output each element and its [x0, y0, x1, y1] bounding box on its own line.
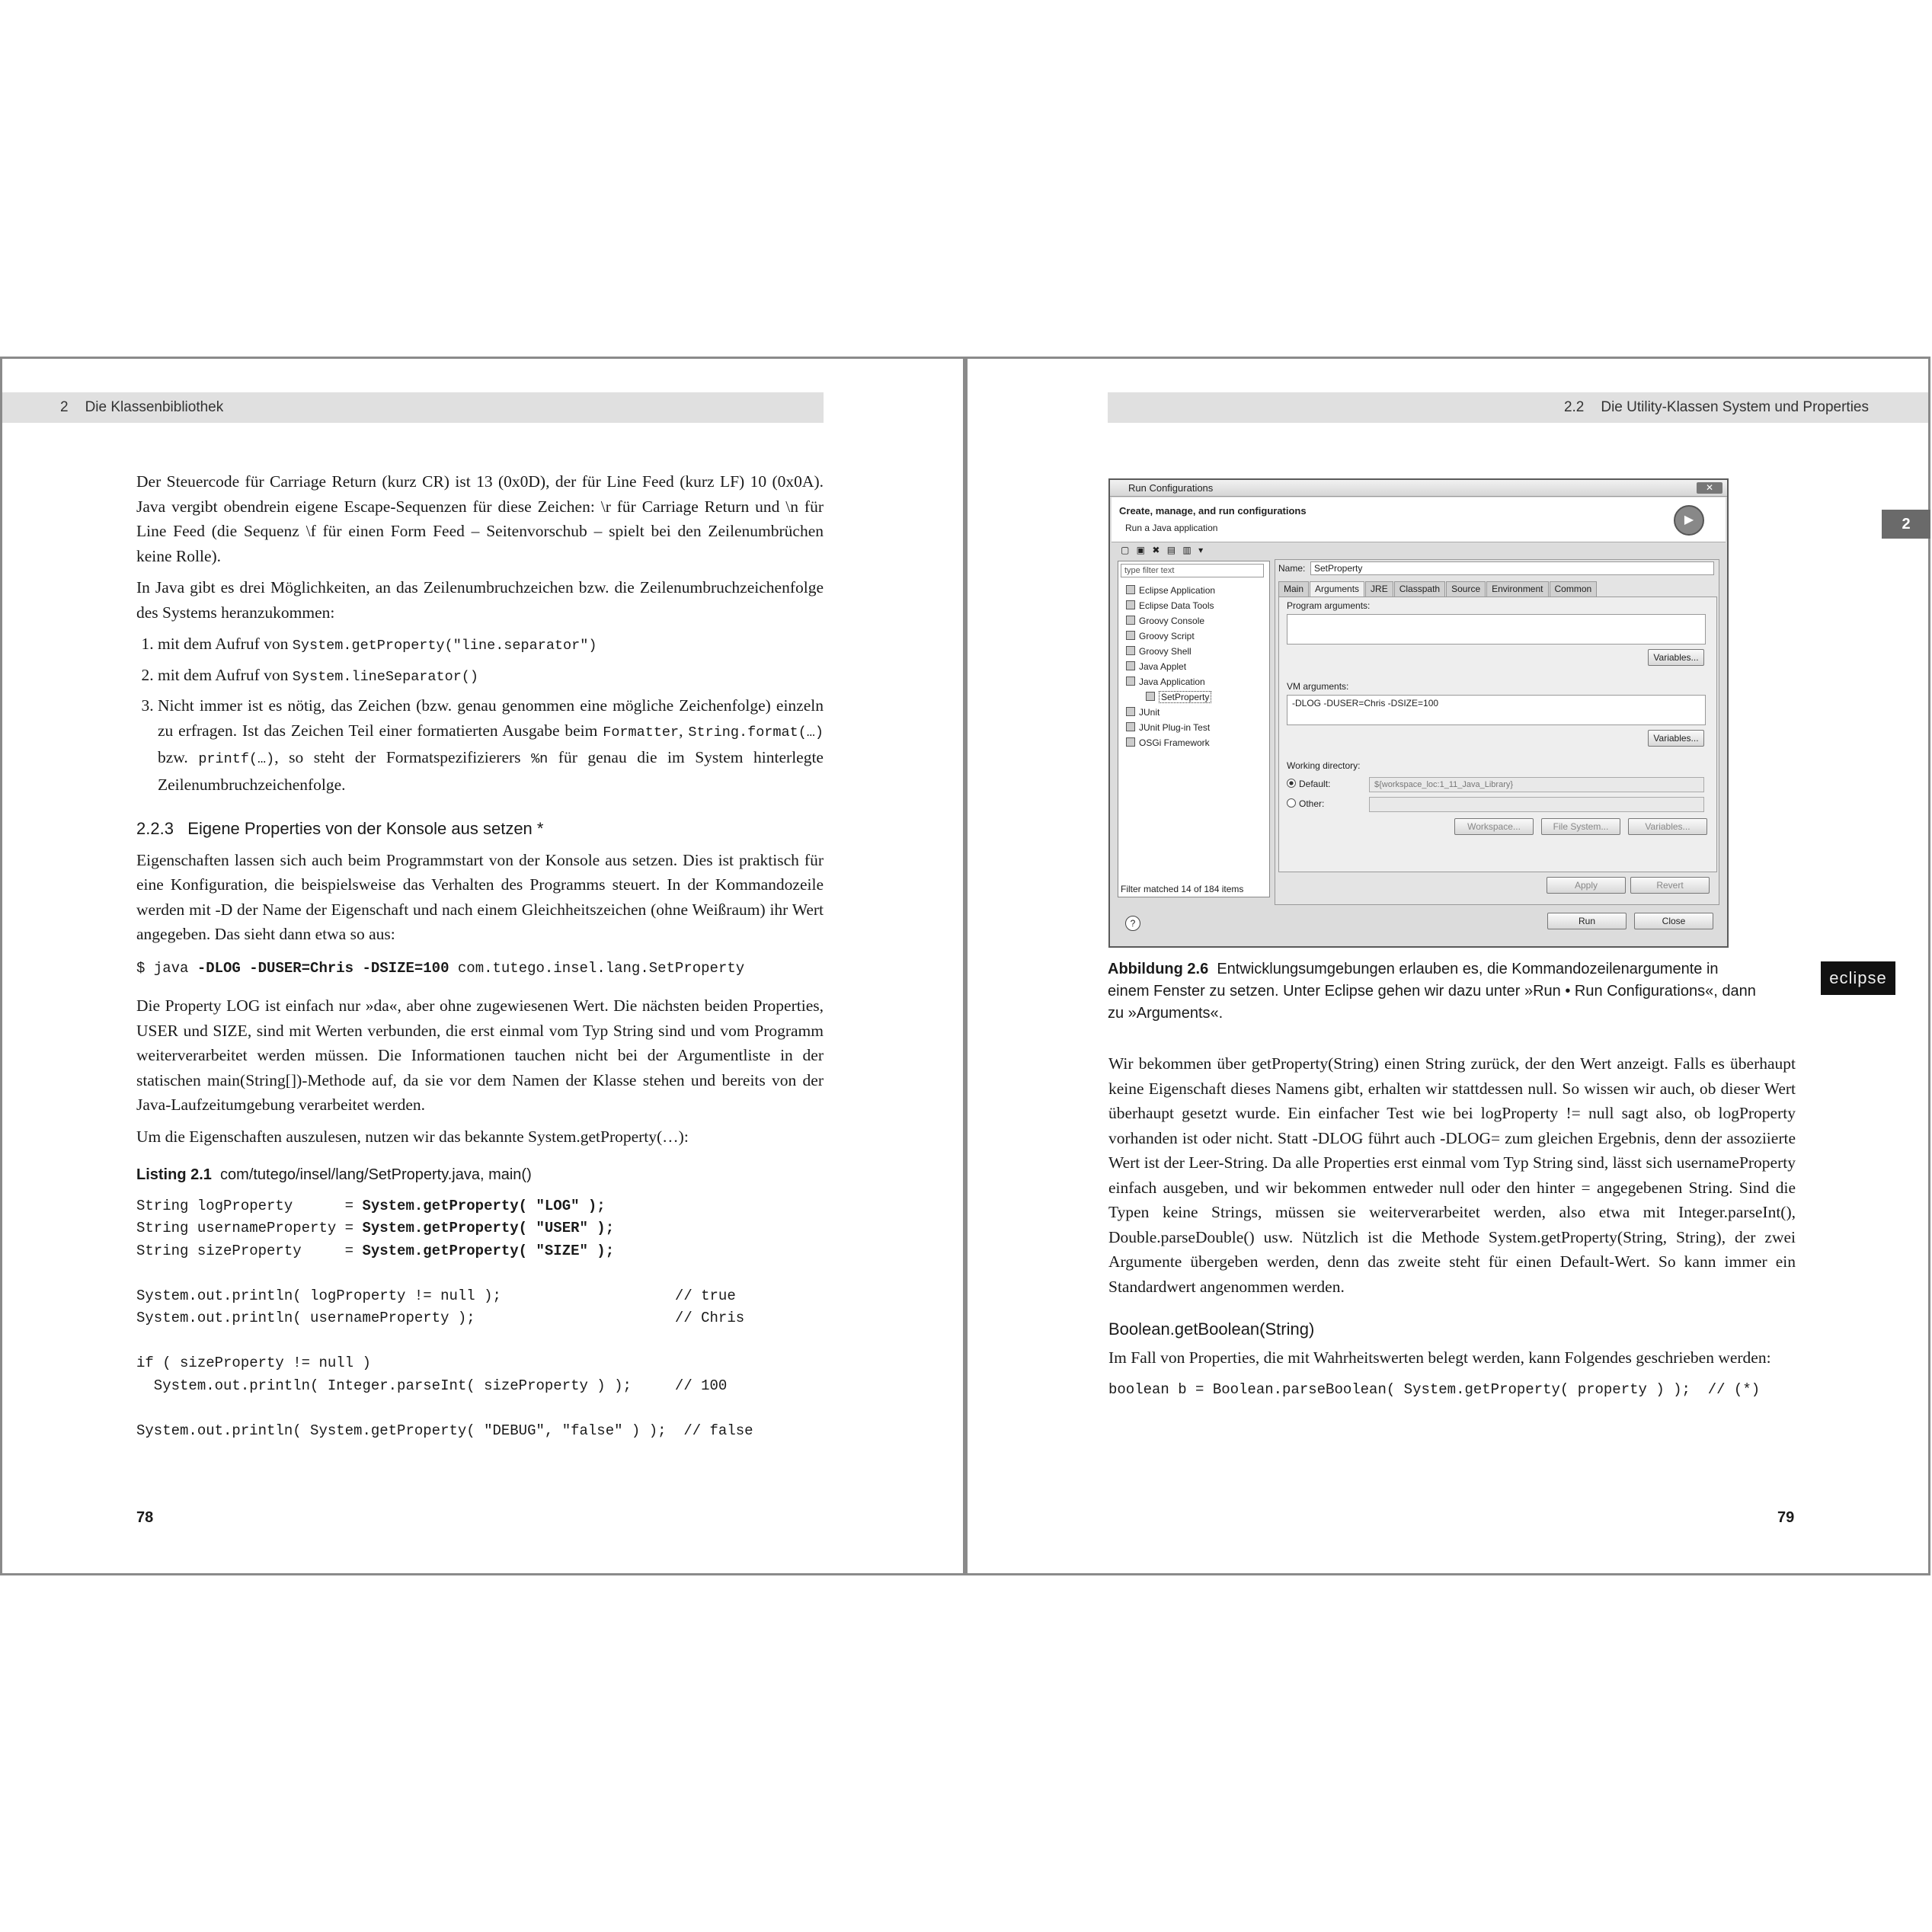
tree-toolbar[interactable]: ▢ ▣ ✖ ▤ ▥ ▾ [1121, 545, 1206, 555]
code-line [136, 1330, 824, 1353]
tree-item[interactable]: Java Applet [1126, 659, 1215, 674]
banner-title: Create, manage, and run configurations [1119, 505, 1307, 517]
eclipse-logo-badge: eclipse [1821, 961, 1895, 995]
radio-icon [1287, 798, 1296, 808]
run-button[interactable]: Run [1547, 913, 1627, 929]
code-line: System.out.println( Integer.parseInt( sizeProperty ) ); // 100 [136, 1377, 728, 1394]
close-button[interactable]: Close [1634, 913, 1713, 929]
code-line: if ( sizeProperty != null ) [136, 1355, 371, 1371]
tab-jre[interactable]: JRE [1365, 581, 1393, 597]
tree-item[interactable]: Eclipse Data Tools [1126, 598, 1215, 613]
dialog-titlebar [1110, 480, 1727, 497]
subheading: Boolean.getBoolean(String) [1108, 1319, 1315, 1339]
launch-type-icon [1126, 585, 1135, 594]
numbered-list [136, 632, 824, 797]
revert-button[interactable]: Revert [1630, 877, 1710, 894]
other-dir-field[interactable] [1369, 797, 1704, 812]
code-listing [136, 1195, 824, 1443]
paragraph: In Java gibt es drei Möglichkeiten, an das Zeilenumbruchzeichen bzw. die Zeilenumbruchzeichenfolge des Systems heranzukommen: [136, 578, 824, 622]
name-input[interactable]: SetProperty [1310, 561, 1714, 575]
list-item: 3. Nicht immer ist es nötig, das Zeichen (bzw. genau genommen eine mögliche Zeichenfolge) einzeln zu erfragen. Ist das Zeichen Teil einer formatierten Ausgabe beim Formatter, String.format(…) bzw. printf(…), so steht der Formatspezifizierers %n für genau die im System hinterlegte Zeilenumbruchzeichenfolge. [158, 693, 824, 797]
page-number: 78 [136, 1509, 154, 1526]
paragraph: Um die Eigenschaften auszulesen, nutzen wir das bekannte System.getProperty(…): [136, 1127, 689, 1146]
code-snippet: boolean b = Boolean.parseBoolean( System.getProperty( property ) ); // (*) [1108, 1381, 1761, 1398]
tab-main[interactable]: Main [1278, 581, 1309, 597]
tree-item-selected[interactable]: SetProperty [1126, 689, 1215, 705]
tree-item[interactable]: Eclipse Application [1126, 583, 1215, 598]
paragraph: Die Property LOG ist einfach nur »da«, aber ohne zugewiesenen Wert. Die nächsten beiden Properties, USER und SIZE, sind mit Werten verbunden, die erst einmal vom Typ String sind und vom Programm weiterverarbeitet werden müssen. Die Informationen tauchen nicht bei der Argumentliste in der statischen main(String[])-Methode auf, da sie vor dem Namen der Klasse stehen und bereits von der Java-Laufzeitumgebung verarbeitet werden. [136, 996, 824, 1114]
filter-status: Filter matched 14 of 184 items [1121, 884, 1244, 894]
tab-source[interactable]: Source [1446, 581, 1486, 597]
default-dir-field: ${workspace_loc:1_11_Java_Library} [1369, 777, 1704, 792]
vm-args-input[interactable]: -DLOG -DUSER=Chris -DSIZE=100 [1287, 695, 1706, 725]
launch-type-icon [1126, 631, 1135, 640]
tree-item[interactable]: OSGi Framework [1126, 735, 1215, 750]
workspace-button[interactable]: Workspace... [1454, 818, 1534, 835]
chapter-thumb-tab: 2 [1882, 510, 1930, 539]
section-title: Die Utility-Klassen System und Properties [1601, 399, 1869, 415]
figure-caption: Abbildung 2.6 Entwicklungsumgebungen erlauben es, die Kommandozeilenargumente in einem Fenster zu setzen. Unter Eclipse gehen wir dazu unter »Run • Run Configurations«, dann zu »Arguments«. [1108, 961, 1756, 1022]
run-icon: ▶ [1674, 505, 1704, 536]
paragraph: Im Fall von Properties, die mit Wahrheitswerten belegt werden, kann Folgendes geschrieben werden: [1108, 1348, 1771, 1367]
tree-item[interactable]: Groovy Script [1126, 629, 1215, 644]
tab-arguments[interactable]: Arguments [1310, 581, 1364, 597]
tree-item[interactable]: Groovy Console [1126, 613, 1215, 629]
variables-button[interactable]: Variables... [1648, 730, 1704, 747]
variables-button[interactable]: Variables... [1628, 818, 1707, 835]
chapter-title: Die Klassenbibliothek [85, 399, 224, 415]
tree-item[interactable]: JUnit Plug-in Test [1126, 720, 1215, 735]
tab-classpath[interactable]: Classpath [1394, 581, 1445, 597]
config-tabs [1278, 581, 1716, 597]
code-line [136, 1262, 824, 1285]
list-item: 1. mit dem Aufruf von System.getProperty("line.separator") [158, 632, 824, 659]
code-line: System.out.println( usernameProperty ); // Chris [136, 1310, 745, 1326]
paragraph: Der Steuercode für Carriage Return (kurz CR) ist 13 (0x0D), der für Line Feed (kurz LF) 10 (0x0A). Java vergibt obendrein eigene Escape-Sequenzen für diese Zeichen: \r für Carriage Return und \n für Line Feed (die Sequenz \f für einen Form Feed – Seitenvorschub – spielt bei den Zeilenumbrüchen keine Rolle). [136, 472, 824, 565]
config-tree [1126, 583, 1215, 750]
code-line: String logProperty = System.getProperty( "LOG" ); [136, 1197, 606, 1214]
section-heading: 2.2.3 Eigene Properties von der Konsole aus setzen * [136, 819, 544, 838]
tab-environment[interactable]: Environment [1486, 581, 1548, 597]
launch-type-icon [1126, 722, 1135, 731]
tree-item[interactable]: Java Application [1126, 674, 1215, 689]
config-tree-panel [1118, 545, 1270, 897]
left-body [136, 469, 824, 1442]
launch-type-icon [1126, 661, 1135, 670]
arguments-tab-body [1278, 597, 1717, 872]
default-radio[interactable]: Default: [1287, 779, 1330, 789]
running-header [2, 392, 824, 423]
radio-icon [1287, 779, 1296, 788]
variables-button[interactable]: Variables... [1648, 649, 1704, 666]
name-label: Name: [1278, 563, 1306, 574]
java-config-icon [1146, 692, 1155, 701]
launch-type-icon [1126, 707, 1135, 716]
program-args-label: Program arguments: [1287, 600, 1371, 611]
program-args-input[interactable] [1287, 614, 1706, 645]
banner-subtitle: Run a Java application [1125, 523, 1218, 533]
run-configurations-dialog [1108, 478, 1729, 948]
code-line: System.out.println( logProperty != null ); // true [136, 1287, 736, 1304]
running-header [1108, 392, 1928, 423]
listing-caption: Listing 2.1 com/tutego/insel/lang/SetProperty.java, main() [136, 1166, 532, 1183]
command-line: $ java -DLOG -DUSER=Chris -DSIZE=100 com.tutego.insel.lang.SetProperty [136, 959, 745, 977]
file-system-button[interactable]: File System... [1541, 818, 1620, 835]
launch-type-icon [1126, 677, 1135, 686]
launch-type-icon [1126, 600, 1135, 609]
close-icon[interactable]: ✕ [1697, 482, 1722, 494]
code-line [136, 1397, 824, 1420]
tree-item[interactable]: JUnit [1126, 705, 1215, 720]
vm-args-label: VM arguments: [1287, 681, 1349, 692]
page-number: 79 [1777, 1509, 1795, 1526]
dialog-title: Run Configurations [1128, 482, 1214, 494]
code-line: String usernameProperty = System.getProperty( "USER" ); [136, 1220, 615, 1236]
launch-type-icon [1126, 616, 1135, 625]
working-dir-label: Working directory: [1287, 760, 1361, 771]
launch-type-icon [1126, 646, 1135, 655]
section-number: 2.2 [1563, 399, 1585, 415]
code-line: System.out.println( System.getProperty( "DEBUG", "false" ) ); // false [136, 1422, 753, 1439]
help-icon[interactable]: ? [1125, 916, 1140, 931]
paragraph: Eigenschaften lassen sich auch beim Programmstart von der Konsole aus setzen. Dies ist praktisch für eine Konfiguration, die beispielsweise das Verhalten des Programms steuert. In der Kommandozeile werden mit -D der Name der Eigenschaft und nach einem Gleichheitszeichen (ohne Weißraum) ihr Wert angegeben. Das sieht dann etwa so aus: [136, 850, 824, 943]
paragraph: Wir bekommen über getProperty(String) einen String zurück, der den Wert anzeigt. Falls es überhaupt keine Eigenschaft dieses Namens gibt, erhalten wir stattdessen null. So wissen wir auch, ob dieser Wert überhaupt gesetzt wurde. Ein einfacher Test wie bei logProperty != null sagt also, ob logProperty vorhanden ist oder nicht. Statt -DLOG führt auch -DLOG= zum gleichen Ergebnis, denn der assoziierte Wert ist der Leer-String. Da alle Properties erst einmal vom Typ String sind, lässt sich usernameProperty einfach ausgeben, und wir bekommen entweder null oder den hinter = angegebenen String. Sind die Typen keine Strings, müssen sie weiterverarbeitet werden, also etwa mit Integer.parseInt(), Double.parseDouble() usw. Nützlich ist die Methode System.getProperty(String, String), der zwei Argumente übergeben werden, denn das zweite steht für einen Default-Wert. So kann immer ein Standardwert angenommen werden. [1108, 1054, 1796, 1296]
tree-item[interactable]: Groovy Shell [1126, 644, 1215, 659]
list-item: 2. mit dem Aufruf von System.lineSeparator() [158, 663, 824, 690]
code-line: String sizeProperty = System.getProperty( "SIZE" ); [136, 1242, 615, 1259]
other-radio[interactable]: Other: [1287, 798, 1324, 809]
chapter-number: 2 [60, 399, 69, 415]
filter-input[interactable]: type filter text [1121, 564, 1264, 577]
apply-button[interactable]: Apply [1547, 877, 1626, 894]
right-body [1108, 1051, 1796, 1402]
config-editor-panel [1275, 559, 1719, 905]
dialog-banner [1112, 497, 1726, 542]
launch-type-icon [1126, 737, 1135, 747]
tab-common[interactable]: Common [1550, 581, 1598, 597]
